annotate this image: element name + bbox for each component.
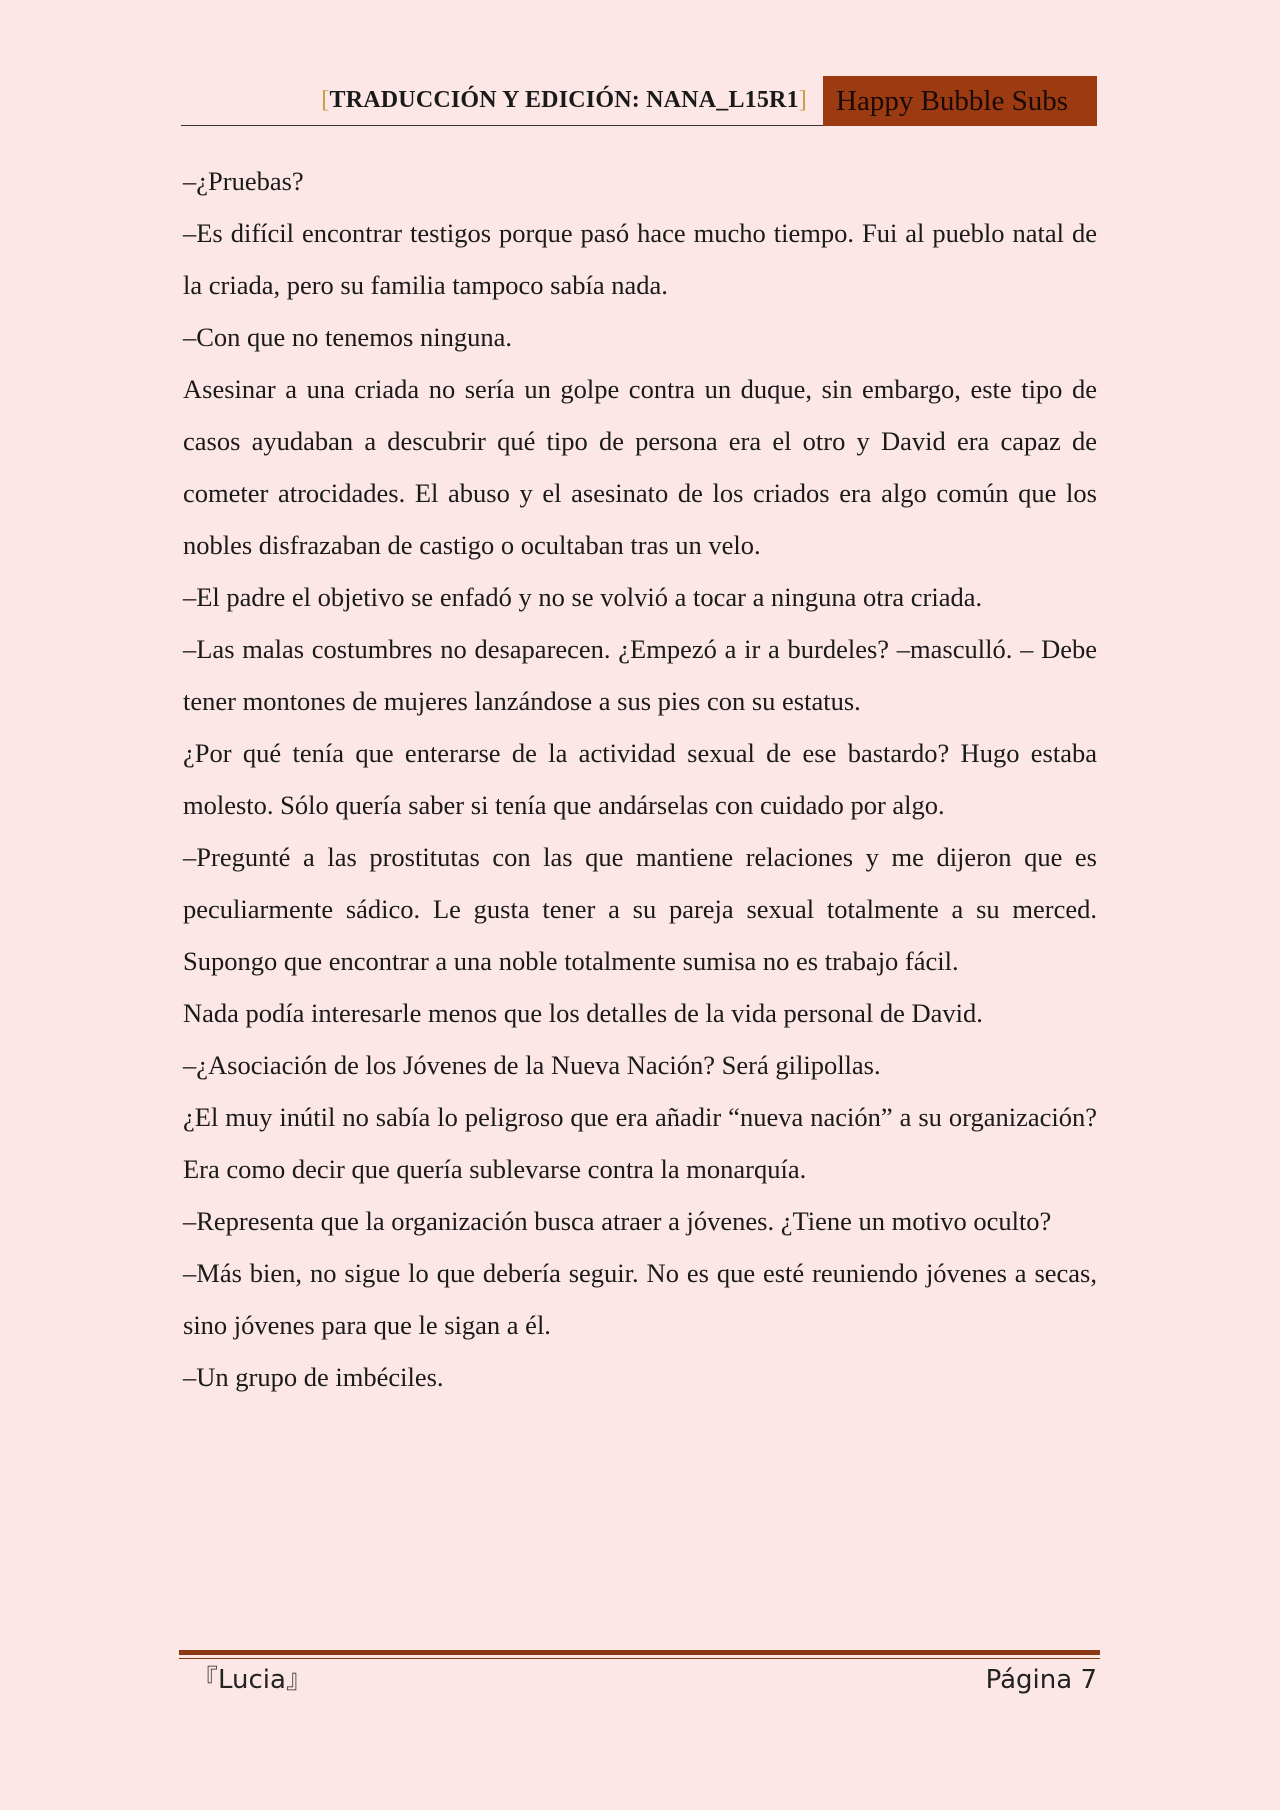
page-header [181, 76, 1097, 126]
credit-close-bracket: ] [798, 87, 807, 113]
page-body [183, 155, 1097, 1403]
paragraph: –Representa que la organización busca atraer a jóvenes. ¿Tiene un motivo oculto? [183, 1206, 1052, 1236]
paragraph: –Más bien, no sigue lo que debería seguir. No es que esté reuniendo jóvenes a secas, sino jóvenes para que le sigan a él. [183, 1258, 1097, 1340]
paragraph: –Es difícil encontrar testigos porque pasó hace mucho tiempo. Fui al pueblo natal de la criada, pero su familia tampoco sabía nada. [183, 218, 1097, 300]
paragraph: –Las malas costumbres no desaparecen. ¿Empezó a ir a burdeles? –masculló. – Debe tener montones de mujeres lanzándose a sus pies con su estatus. [183, 634, 1097, 716]
paragraph: ¿Por qué tenía que enterarse de la actividad sexual de ese bastardo? Hugo estaba molesto. Sólo quería saber si tenía que andárselas con cuidado por algo. [183, 738, 1097, 820]
footer-rule-thin [179, 1658, 1100, 1659]
header-rule [181, 125, 823, 126]
footer-book-title: 『Lucia』 [192, 1665, 312, 1695]
credit-open-bracket: [ [321, 87, 330, 113]
page-number: Página 7 [985, 1665, 1097, 1695]
footer-rule-thick [179, 1650, 1100, 1655]
paragraph: –Un grupo de imbéciles. [183, 1362, 444, 1392]
paragraph: Asesinar a una criada no sería un golpe contra un duque, sin embargo, este tipo de casos ayudaban a descubrir qué tipo de persona era el otro y David era capaz de cometer atrocidades. El abuso y el asesinato de los criados era algo común que los nobles disfrazaban de castigo o ocultaban tras un velo. [183, 374, 1097, 560]
group-badge: Happy Bubble Subs [823, 76, 1097, 126]
credit-text: TRADUCCIÓN Y EDICIÓN: NANA_L15R1 [329, 87, 799, 113]
paragraph: Nada podía interesarle menos que los detalles de la vida personal de David. [183, 998, 983, 1028]
paragraph: –El padre el objetivo se enfadó y no se volvió a tocar a ninguna otra criada. [183, 582, 983, 612]
paragraph: –¿Pruebas? [183, 166, 304, 196]
paragraph: –Pregunté a las prostitutas con las que mantiene relaciones y me dijeron que es peculiarmente sádico. Le gusta tener a su pareja sexual totalmente a su merced. Supongo que encontrar a una noble totalmente sumisa no es trabajo fácil. [183, 842, 1097, 976]
paragraph: –Con que no tenemos ninguna. [183, 322, 512, 352]
paragraph: ¿El muy inútil no sabía lo peligroso que era añadir “nueva nación” a su organización? Era como decir que quería sublevarse contra la monarquía. [183, 1102, 1097, 1184]
translation-credit [321, 87, 807, 114]
paragraph: –¿Asociación de los Jóvenes de la Nueva Nación? Será gilipollas. [183, 1050, 881, 1080]
